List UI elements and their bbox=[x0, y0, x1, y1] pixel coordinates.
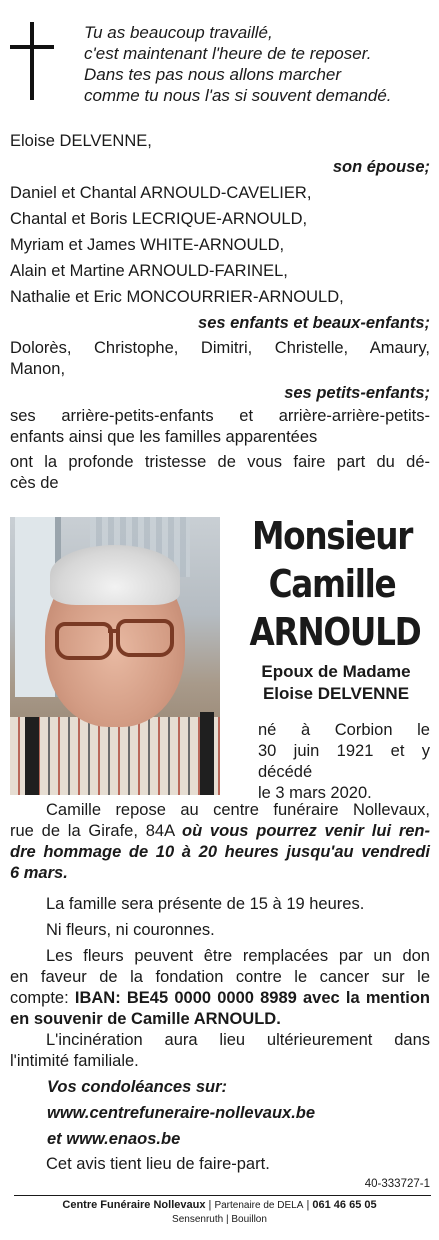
phone-number: 061 46 65 05 bbox=[312, 1199, 377, 1211]
partner-text: Partenaire de DELA bbox=[214, 1200, 304, 1211]
repose-line: 6 mars. bbox=[10, 864, 68, 882]
repose-line: dre hommage de 10 à 20 heures jusqu'au vendredi bbox=[10, 843, 430, 861]
grandchildren bbox=[10, 338, 430, 380]
child-line: Alain et Martine ARNOULD-FARINEL, bbox=[10, 262, 288, 280]
birth-line: 30 juin 1921 et y décédé bbox=[258, 742, 430, 781]
condolences-link-enaos[interactable]: et www.enaos.be bbox=[47, 1130, 181, 1148]
condolences-heading: Vos condoléances sur: bbox=[47, 1078, 228, 1096]
cremation-line: l'intimité familiale. bbox=[10, 1052, 139, 1070]
deceased-photo bbox=[10, 517, 220, 795]
poem bbox=[84, 22, 434, 106]
deceased-first-name: Camille bbox=[268, 562, 396, 606]
great-line: enfants ainsi que les familles apparentées bbox=[10, 428, 318, 446]
footer-divider bbox=[14, 1195, 431, 1196]
donation-line: en souvenir de Camille ARNOULD. bbox=[10, 1010, 281, 1028]
footer-location: Sensenruth | Bouillon bbox=[172, 1214, 267, 1225]
child-line: Chantal et Boris LECRIQUE-ARNOULD, bbox=[10, 210, 308, 228]
children-role: ses enfants et beaux-enfants; bbox=[198, 314, 430, 332]
poem-line: c'est maintenant l'heure de te reposer. bbox=[84, 44, 372, 63]
birth-line: né à Corbion le bbox=[258, 721, 430, 739]
poem-line: Tu as beaucoup travaillé, bbox=[84, 23, 273, 42]
announcement-line: cès de bbox=[10, 474, 59, 492]
child-line: Daniel et Chantal ARNOULD-CAVELIER, bbox=[10, 184, 312, 202]
child-line: Myriam et James WHITE-ARNOULD, bbox=[10, 236, 285, 254]
company-name: Centre Funéraire Nollevaux bbox=[62, 1199, 206, 1211]
donation-paragraph bbox=[10, 946, 430, 1030]
birth-line: le 3 mars 2020. bbox=[258, 784, 372, 802]
donation-line: compte: IBAN: BE45 0000 0000 8989 avec la mention bbox=[10, 989, 430, 1007]
grandchildren-line: Dolorès, Christophe, Dimitri, Christelle, Amaury, bbox=[10, 339, 430, 357]
great-line: ses arrière-petits-enfants et arrière-arrière-petits- bbox=[10, 407, 430, 425]
repose-line: Camille repose au centre funéraire Nollevaux, bbox=[46, 801, 430, 819]
repose-paragraph bbox=[10, 800, 430, 884]
repose-line: rue de la Girafe, 84A où vous pourrez venir lui ren- bbox=[10, 822, 430, 840]
poem-line: Dans tes pas nous allons marcher bbox=[84, 65, 342, 84]
spouse-of-name: Eloise DELVENNE bbox=[262, 684, 410, 703]
poem-line: comme tu nous l'as si souvent demandé. bbox=[84, 86, 392, 105]
footer-company-line: Centre Funéraire Nollevaux | Partenaire de DELA | 061 46 65 05 bbox=[62, 1199, 377, 1211]
announcement-line: ont la profonde tristesse de vous faire part du dé- bbox=[10, 453, 430, 471]
cremation-paragraph bbox=[10, 1030, 430, 1072]
spouse-name: Eloise DELVENNE, bbox=[10, 132, 152, 150]
spouse-of-line: Epoux de Madame bbox=[261, 662, 411, 681]
deceased-title: Monsieur bbox=[251, 514, 413, 558]
presence-line: La famille sera présente de 15 à 19 heures. bbox=[46, 895, 365, 913]
condolences-link-nollevaux[interactable]: www.centrefuneraire-nollevaux.be bbox=[47, 1104, 316, 1122]
deceased-last-name: ARNOULD bbox=[249, 610, 421, 654]
cross-icon bbox=[10, 22, 54, 100]
spouse-role: son épouse; bbox=[332, 158, 430, 176]
birth-death bbox=[258, 720, 430, 804]
donation-line: Les fleurs peuvent être remplacées par un don bbox=[46, 947, 430, 965]
cremation-line: L'incinération aura lieu ultérieurement dans bbox=[46, 1031, 430, 1049]
flowers-line: Ni fleurs, ni couronnes. bbox=[46, 921, 215, 939]
grandchildren-line: Manon, bbox=[10, 360, 66, 378]
closing-line: Cet avis tient lieu de faire-part. bbox=[46, 1155, 270, 1173]
grandchildren-role: ses petits-enfants; bbox=[284, 384, 430, 402]
great-grandchildren bbox=[10, 406, 430, 448]
child-line: Nathalie et Eric MONCOURRIER-ARNOULD, bbox=[10, 288, 344, 306]
reference-number: 40-333727-1 bbox=[364, 1178, 430, 1190]
announcement bbox=[10, 452, 430, 494]
donation-line: en faveur de la fondation contre le cancer sur le bbox=[10, 968, 430, 986]
